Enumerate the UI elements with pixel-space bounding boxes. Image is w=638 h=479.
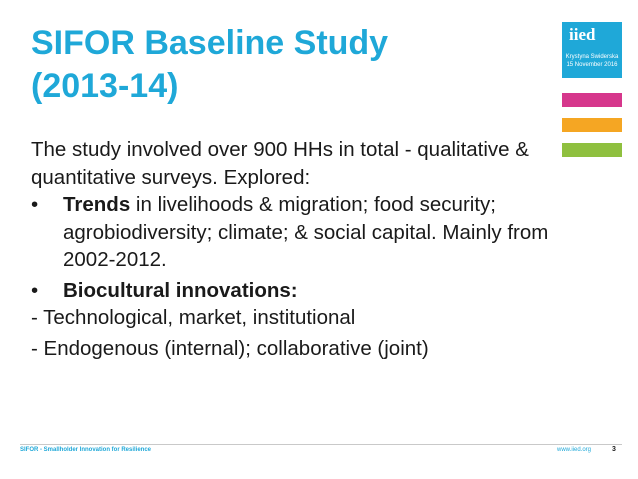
bullet-marker: •	[31, 278, 39, 302]
presenter-name: Krystyna Swiderska	[565, 54, 619, 60]
slide-title-line-2: (2013-14)	[31, 67, 179, 105]
bullet-text: in livelihoods & migration; food security; agrobiodiversity; climate; & social capital. Mainly from 2002-2012.	[63, 193, 549, 271]
footer-divider	[20, 444, 622, 445]
footer-project-name: SIFOR - Smallholder Innovation for Resilience	[20, 447, 152, 453]
bullet-bold-text: Biocultural innovations:	[63, 278, 298, 302]
bullet-content	[63, 191, 561, 274]
decorative-bar-pink	[562, 93, 622, 107]
slide-body	[31, 136, 561, 362]
sub-line-endogenous: - Endogenous (internal); collaborative (joint)	[31, 336, 429, 360]
decorative-bar-orange	[562, 118, 622, 132]
presentation-date: 15 November 2016	[566, 62, 618, 68]
bullet-marker: •	[31, 193, 39, 216]
slide-title-line-1: SIFOR Baseline Study	[31, 24, 389, 62]
decorative-bar-green	[562, 143, 622, 157]
intro-paragraph: The study involved over 900 HHs in total - qualitative & quantitative surveys. Explored:	[31, 138, 529, 189]
bullet-item-biocultural	[31, 277, 561, 305]
iied-logo-text: iied	[569, 25, 596, 44]
slide-title	[31, 22, 531, 108]
page-number: 3	[612, 446, 616, 453]
footer-website-link[interactable]: www.iied.org	[557, 447, 592, 453]
bullet-content	[63, 277, 561, 305]
sub-line-technological: - Technological, market, institutional	[31, 306, 356, 329]
iied-logo	[562, 22, 622, 78]
bullet-item-trends	[31, 191, 561, 274]
bullet-bold-text: Trends	[63, 193, 131, 216]
